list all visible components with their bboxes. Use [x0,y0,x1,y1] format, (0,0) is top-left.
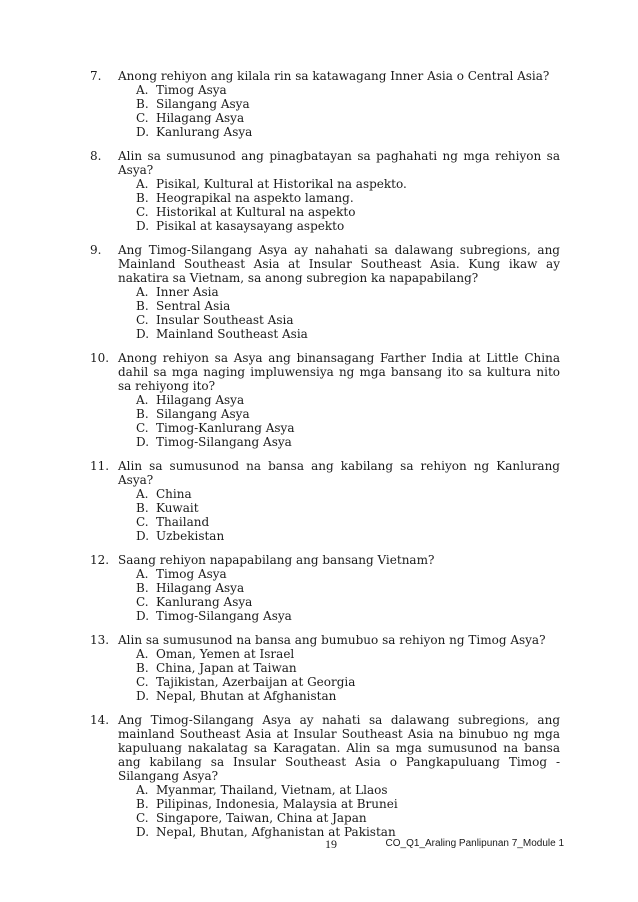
choice-letter: C. [136,205,149,219]
choice-text: Heograpikal na aspekto lamang. [156,191,354,205]
choice-item [136,299,560,313]
choice-letter: C. [136,811,149,825]
choice-item [136,327,560,341]
choice-letter: C. [136,595,149,609]
choice-item [136,487,560,501]
choice-letter: C. [136,313,149,327]
choice-item [136,111,560,125]
choice-letter: A. [136,285,149,299]
choice-text: Historikal at Kultural na aspekto [156,205,356,219]
choice-letter: A. [136,647,149,661]
choice-letter: D. [136,529,150,543]
question-number: 7. [90,69,102,83]
choice-item [136,177,560,191]
choice-item [136,285,560,299]
choice-letter: A. [136,177,149,191]
choice-text: Pisikal at kasaysayang aspekto [156,219,345,233]
choice-text: Oman, Yemen at Israel [156,647,295,661]
choice-text: Nepal, Bhutan at Afghanistan [156,689,337,703]
question-stem [90,633,560,647]
choice-text: Timog Asya [156,567,227,581]
choice-text: Timog-Silangang Asya [156,609,292,623]
choice-letter: A. [136,567,149,581]
choice-letter: D. [136,327,150,341]
choice-text: Silangang Asya [156,97,250,111]
choice-text: Uzbekistan [156,529,225,543]
choice-letter: D. [136,219,150,233]
question-text: Ang Timog-Silangang Asya ay nahati sa dalawang subregions, ang mainland Southeast Asia at Insular Southeast Asia na binubuo ng mga kapuluang nakalatag sa Karagatan. Alin sa mga sumusunod na bansa ang kabilang sa Insular Southeast Asia o Pangkapuluang Timog -Silangang Asya? [118,713,560,783]
choice-text: Pisikal, Kultural at Historikal na aspekto. [156,177,407,191]
choice-item [136,675,560,689]
choice-text: Hilagang Asya [156,111,245,125]
choice-item [136,125,560,139]
choice-item [136,595,560,609]
choice-item [136,689,560,703]
choice-item [136,515,560,529]
question-stem [90,351,560,393]
choice-text: Tajikistan, Azerbaijan at Georgia [156,675,356,689]
question-text: Ang Timog-Silangang Asya ay nahahati sa dalawang subregions, ang Mainland Southeast Asia at Insular Southeast Asia. Kung ikaw ay nakatira sa Vietnam, sa anong subregion ka napapabilang? [118,243,560,285]
question-text: Alin sa sumusunod na bansa ang kabilang sa rehiyon ng Kanlurang Asya? [118,459,560,487]
choice-list [90,783,560,839]
choice-item [136,219,560,233]
choice-letter: A. [136,83,149,97]
choice-text: Hilagang Asya [156,581,245,595]
choice-item [136,797,560,811]
choice-letter: B. [136,407,149,421]
question-item [90,713,560,839]
choice-item [136,97,560,111]
choice-item [136,581,560,595]
choice-list [90,393,560,449]
choice-text: Sentral Asia [156,299,231,313]
choice-text: Myanmar, Thailand, Vietnam, at Llaos [156,783,388,797]
choice-item [136,393,560,407]
choice-letter: D. [136,435,150,449]
choice-text: Thailand [156,515,210,529]
choice-text: Kanlurang Asya [156,125,253,139]
question-item [90,553,560,623]
choice-text: Mainland Southeast Asia [156,327,308,341]
choice-text: Kuwait [156,501,199,515]
question-number: 13. [90,633,110,647]
question-item [90,459,560,543]
choice-letter: A. [136,487,149,501]
question-stem [90,459,560,487]
choice-text: Timog Asya [156,83,227,97]
choice-letter: D. [136,825,150,839]
choice-item [136,501,560,515]
choice-item [136,191,560,205]
choice-item [136,567,560,581]
choice-text: Nepal, Bhutan, Afghanistan at Pakistan [156,825,396,839]
choice-letter: B. [136,299,149,313]
choice-text: China, Japan at Taiwan [156,661,297,675]
choice-text: Insular Southeast Asia [156,313,294,327]
question-text: Anong rehiyon ang kilala rin sa katawagang Inner Asia o Central Asia? [118,69,550,83]
question-item [90,69,560,139]
choice-item [136,407,560,421]
question-stem [90,149,560,177]
choice-text: Pilipinas, Indonesia, Malaysia at Brunei [156,797,398,811]
choice-letter: B. [136,661,149,675]
choice-text: China [156,487,192,501]
choice-item [136,205,560,219]
question-text: Alin sa sumusunod ang pinagbatayan sa paghahati ng mga rehiyon sa Asya? [118,149,560,177]
choice-list [90,285,560,341]
question-number: 14. [90,713,110,727]
choice-text: Timog-Silangang Asya [156,435,292,449]
choice-text: Hilagang Asya [156,393,245,407]
choice-letter: C. [136,515,149,529]
question-stem [90,243,560,285]
question-stem [90,713,560,783]
choice-letter: C. [136,421,149,435]
question-item [90,149,560,233]
question-number: 8. [90,149,102,163]
choice-letter: B. [136,191,149,205]
choice-letter: A. [136,783,149,797]
choice-item [136,435,560,449]
question-item [90,351,560,449]
choice-text: Timog-Kanlurang Asya [156,421,295,435]
question-stem [90,553,560,567]
choice-letter: B. [136,97,149,111]
question-number: 10. [90,351,110,365]
question-text: Saang rehiyon napapabilang ang bansang Vietnam? [118,553,435,567]
choice-list [90,487,560,543]
choice-letter: D. [136,125,150,139]
choice-text: Kanlurang Asya [156,595,253,609]
choice-item [136,661,560,675]
choice-item [136,811,560,825]
choice-text: Singapore, Taiwan, China at Japan [156,811,367,825]
choice-item [136,609,560,623]
question-stem [90,69,560,83]
choice-list [90,567,560,623]
choice-letter: B. [136,581,149,595]
question-list [90,69,560,849]
choice-text: Inner Asia [156,285,219,299]
question-number: 9. [90,243,102,257]
choice-item [136,783,560,797]
page-number: 19 [325,837,337,851]
choice-letter: A. [136,393,149,407]
question-item [90,633,560,703]
question-text: Alin sa sumusunod na bansa ang bumubuo sa rehiyon ng Timog Asya? [118,633,546,647]
question-item [90,243,560,341]
module-label: CO_Q1_Araling Panlipunan 7_Module 1 [385,838,564,849]
choice-item [136,421,560,435]
choice-text: Silangang Asya [156,407,250,421]
choice-list [90,177,560,233]
choice-letter: D. [136,609,150,623]
choice-letter: B. [136,797,149,811]
choice-letter: C. [136,111,149,125]
choice-item [136,529,560,543]
choice-item [136,647,560,661]
choice-letter: D. [136,689,150,703]
choice-letter: B. [136,501,149,515]
choice-list [90,83,560,139]
choice-item [136,313,560,327]
question-number: 11. [90,459,110,473]
question-text: Anong rehiyon sa Asya ang binansagang Farther India at Little China dahil sa mga naging impluwensiya ng mga bansang ito sa kultura nito sa rehiyong ito? [118,351,560,393]
choice-list [90,647,560,703]
page-footer [325,837,570,853]
choice-letter: C. [136,675,149,689]
choice-item [136,83,560,97]
question-number: 12. [90,553,110,567]
